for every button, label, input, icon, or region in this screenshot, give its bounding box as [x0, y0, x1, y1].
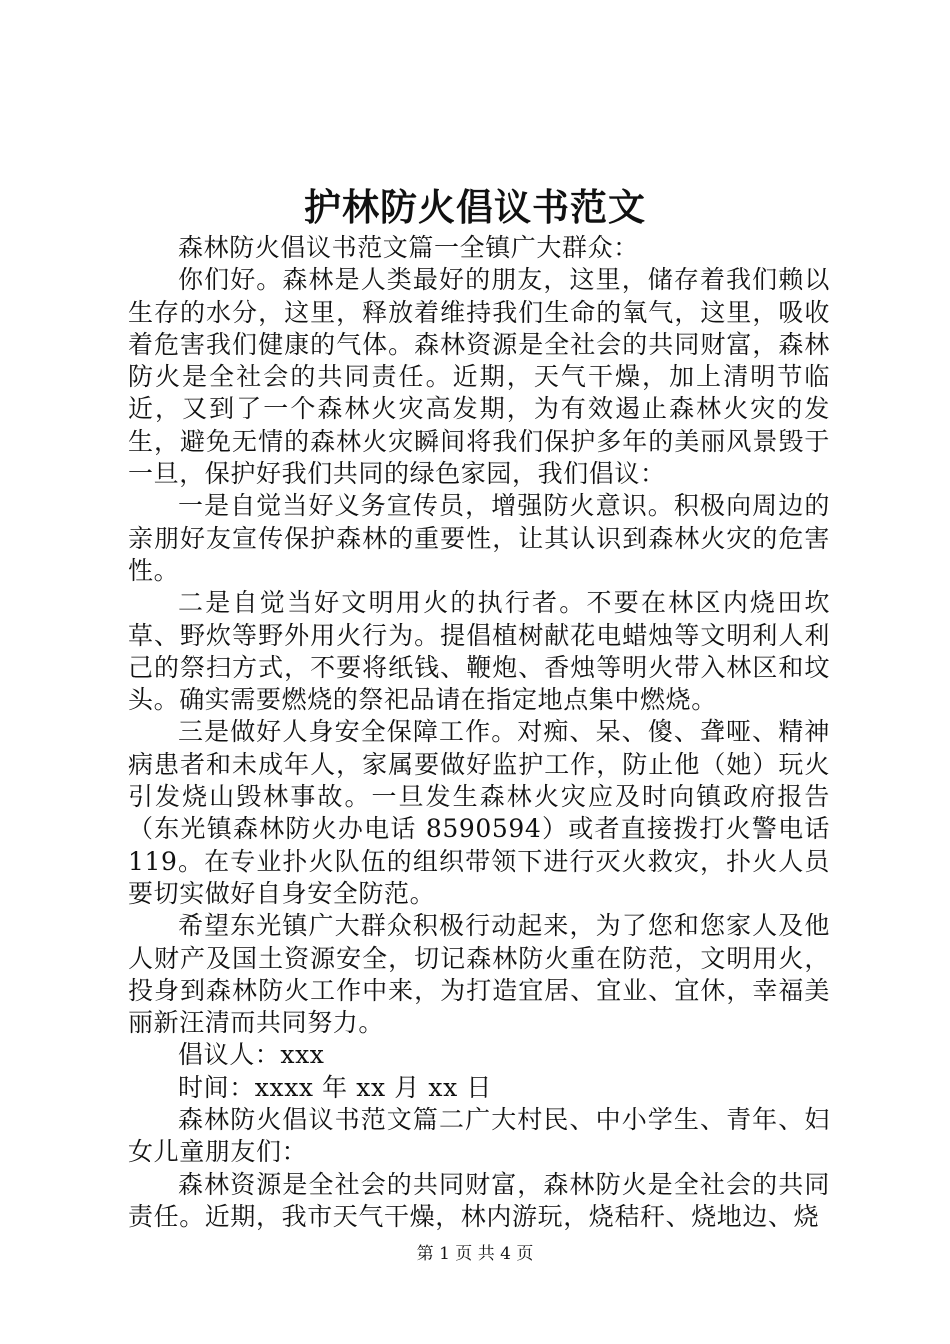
paragraph: 一是自觉当好义务宣传员，增强防火意识。积极向周边的亲朋好友宣传保护森林的重要性，让其认识到森林火灾的危害性。: [128, 491, 830, 585]
paragraph: 森林防火倡议书范文篇二广大村民、中小学生、青年、妇女儿童朋友们：: [128, 1105, 830, 1167]
paragraph: 森林资源是全社会的共同财富，森林防火是全社会的共同责任。近期，我市天气干燥，林内游玩，烧秸秆、烧地边、烧: [128, 1169, 830, 1231]
signature-line: 倡议人：xxx: [178, 1040, 325, 1070]
paragraph: 森林防火倡议书范文篇一全镇广大群众：: [178, 233, 639, 262]
document-title: 护林防火倡议书范文: [304, 185, 646, 229]
paragraph: 希望东光镇广大群众积极行动起来，为了您和您家人及他人财产及国土资源安全，切记森林防火重在防范，文明用火，投身到森林防火工作中来，为打造宜居、宜业、宜休，幸福美丽新汪清而共同努力。: [128, 911, 830, 1038]
page-footer: 第 1 页 共 4 页: [416, 1244, 534, 1264]
paragraph: 你们好。森林是人类最好的朋友，这里，储存着我们赖以生存的水分，这里，释放着维持我们生命的氧气，这里，吸收着危害我们健康的气体。森林资源是全社会的共同财富，森林防火是全社会的共同责任。近期，天气干燥，加上清明节临近，又到了一个森林火灾高发期，为有效遏止森林火灾的发生，避免无情的森林火灾瞬间将我们保护多年的美丽风景毁于一旦，保护好我们共同的绿色家园，我们倡议：: [128, 265, 830, 489]
paragraph: 三是做好人身安全保障工作。对痴、呆、傻、聋哑、精神病患者和未成年人，家属要做好监护工作，防止他（她）玩火引发烧山毁林事故。一旦发生森林火灾应及时向镇政府报告（东光镇森林防火办电话 8590594）或者直接拨打火警电话 119。在专业扑火队伍的组织带领下进行灭火救灾，扑火人员要切实做好自身安全防范。: [128, 717, 830, 908]
document-body: [128, 232, 830, 1233]
date-line: 时间：xxxx 年 xx 月 xx 日: [178, 1072, 492, 1102]
paragraph: 二是自觉当好文明用火的执行者。不要在林区内烧田坎草、野炊等野外用火行为。提倡植树献花电蜡烛等文明利人利己的祭扫方式，不要将纸钱、鞭炮、香烛等明火带入林区和坟头。确实需要燃烧的祭祀品请在指定地点集中燃烧。: [128, 588, 830, 715]
